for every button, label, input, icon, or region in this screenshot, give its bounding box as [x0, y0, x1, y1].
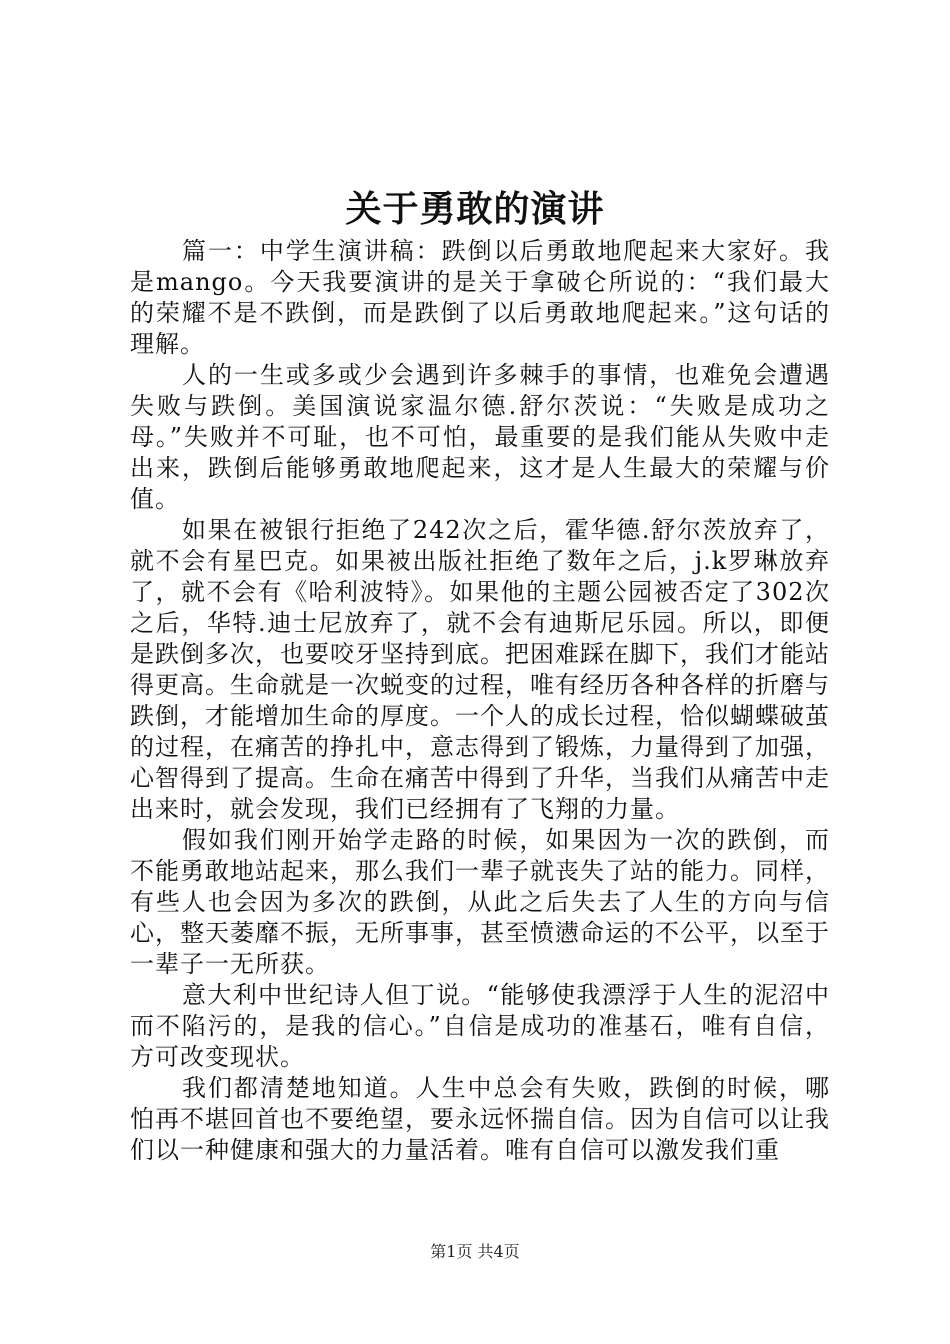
paragraph-2: 人的一生或多或少会遇到许多棘手的事情，也难免会遭遇失败与跌倒。美国演说家温尔德.舒尔茨说：“失败是成功之母。”失败并不可耻，也不可怕，最重要的是我们能从失败中走出来，跌倒后能够勇敢地爬起来，这才是人生最大的荣耀与价值。 [130, 361, 830, 513]
page-number-footer: 第1页 共4页 [430, 1242, 520, 1261]
document-title: 关于勇敢的演讲 [345, 188, 605, 230]
paragraph-1: 篇一：中学生演讲稿：跌倒以后勇敢地爬起来大家好。我是mango。今天我要演讲的是关于拿破仑所说的：“我们最大的荣耀不是不跌倒，而是跌倒了以后勇敢地爬起来。”这句话的理解。 [130, 237, 830, 358]
paragraph-4: 假如我们刚开始学走路的时候，如果因为一次的跌倒，而不能勇敢地站起来，那么我们一辈子就丧失了站的能力。同样，有些人也会因为多次的跌倒，从此之后失去了人生的方向与信心，整天萎靡不振，无所事事，甚至愤懑命运的不公平，以至于一辈子一无所获。 [130, 826, 830, 978]
document-body [130, 236, 830, 1186]
paragraph-6: 我们都清楚地知道。人生中总会有失败，跌倒的时候，哪怕再不堪回首也不要绝望，要永远怀揣自信。因为自信可以让我们以一种健康和强大的力量活着。唯有自信可以激发我们重 [130, 1074, 830, 1164]
paragraph-3: 如果在被银行拒绝了242次之后，霍华德.舒尔茨放弃了，就不会有星巴克。如果被出版社拒绝了数年之后，j.k罗琳放弃了，就不会有《哈利波特》。如果他的主题公园被否定了302次之后，华特.迪士尼放弃了，就不会有迪斯尼乐园。所以，即便是跌倒多次，也要咬牙坚持到底。把困难踩在脚下，我们才能站得更高。生命就是一次蜕变的过程，唯有经历各种各样的折磨与跌倒，才能增加生命的厚度。一个人的成长过程，恰似蝴蝶破茧的过程，在痛苦的挣扎中，意志得到了锻炼，力量得到了加强，心智得到了提高。生命在痛苦中得到了升华，当我们从痛苦中走出来时，就会发现，我们已经拥有了飞翔的力量。 [130, 516, 830, 823]
paragraph-5: 意大利中世纪诗人但丁说。“能够使我漂浮于人生的泥沼中而不陷污的，是我的信心。”自信是成功的准基石，唯有自信，方可改变现状。 [130, 981, 830, 1071]
